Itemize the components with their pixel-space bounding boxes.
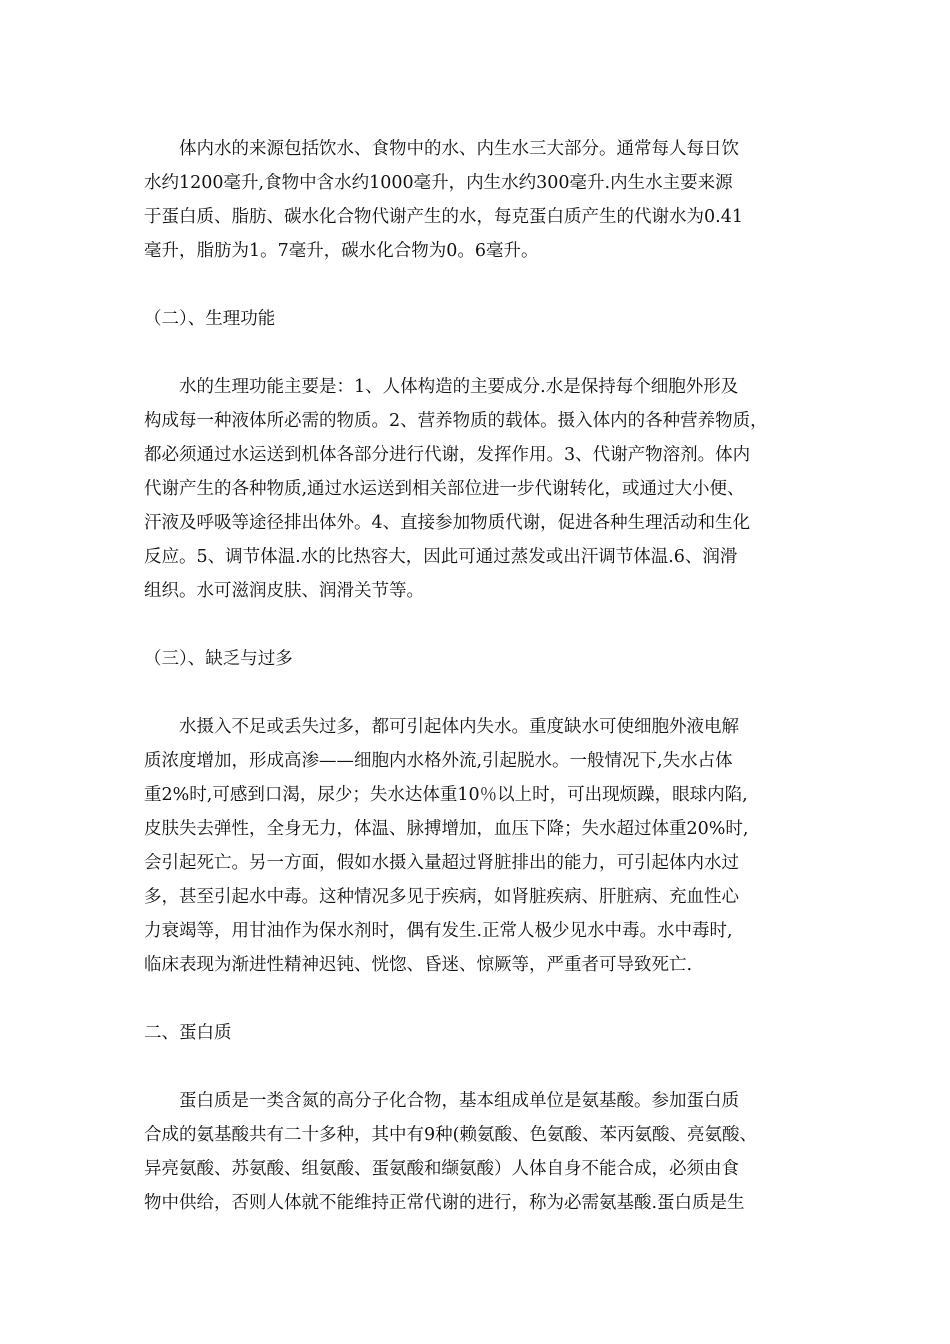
text-line: 构成每一种液体所必需的物质。2、营养物质的载体。摄入体内的各种营养物质， [144, 411, 768, 431]
text-line: 蛋白质是一类含氮的高分子化合物，基本组成单位是氨基酸。参加蛋白质 [179, 1091, 739, 1111]
paragraph-water-sources [144, 132, 824, 268]
paragraph-gap [144, 336, 824, 370]
paragraph-gap [144, 1050, 824, 1084]
paragraph-gap [144, 268, 824, 302]
text-line: 质浓度增加，形成高渗——细胞内水格外流,引起脱水。一般情况下,失水占体 [144, 751, 733, 771]
text-line: 异亮氨酸、苏氨酸、组氨酸、蛋氨酸和缬氨酸）人体自身不能合成，必须由食 [144, 1159, 739, 1179]
text-line: 多，甚至引起水中毒。这种情况多见于疾病，如肾脏疾病、肝脏病、充血性心 [144, 887, 739, 907]
paragraph-gap [144, 982, 824, 1016]
text-line: 重2%时,可感到口渴，尿少；失水达体重10％以上时，可出现烦躁，眼球内陷, [144, 785, 748, 805]
text-line: 毫升，脂肪为1。7毫升，碳水化合物为0。6毫升。 [144, 241, 539, 261]
paragraph-gap [144, 608, 824, 642]
text-line: 都必须通过水运送到机体各部分进行代谢，发挥作用。3、代谢产物溶剂。体内 [144, 445, 751, 465]
text-line: 水摄入不足或丢失过多，都可引起体内失水。重度缺水可使细胞外液电解 [179, 717, 739, 737]
section-heading-physiological-functions: （二）、生理功能 [144, 309, 276, 329]
text-line: 组织。水可滋润皮肤、润滑关节等。 [144, 581, 424, 601]
paragraph-protein [144, 1084, 824, 1220]
document-page [144, 132, 824, 1220]
paragraph-physiological-functions [144, 370, 824, 608]
text-line: 临床表现为渐进性精神迟钝、恍惚、昏迷、惊厥等，严重者可导致死亡. [144, 955, 693, 975]
text-line: 力衰竭等，用甘油作为保水剂时，偶有发生.正常人极少见水中毒。水中毒时, [144, 921, 733, 941]
paragraph-deficiency-excess [144, 710, 824, 982]
text-line: 于蛋白质、脂肪、碳水化合物代谢产生的水，每克蛋白质产生的代谢水为0.41 [144, 207, 743, 227]
text-line: 反应。5、调节体温.水的比热容大，因此可通过蒸发或出汗调节体温.6、润滑 [144, 547, 738, 567]
text-line: 水的生理功能主要是：1、人体构造的主要成分.水是保持每个细胞外形及 [179, 377, 739, 397]
paragraph-gap [144, 676, 824, 710]
text-line: 水约1200毫升,食物中含水约1000毫升，内生水约300毫升.内生水主要来源 [144, 173, 733, 193]
text-line: 皮肤失去弹性，全身无力，体温、脉搏增加，血压下降；失水超过体重20%时, [144, 819, 749, 839]
text-line: 会引起死亡。另一方面，假如水摄入量超过肾脏排出的能力，可引起体内水过 [144, 853, 739, 873]
text-line: 合成的氨基酸共有二十多种，其中有9种(赖氨酸、色氨酸、苯丙氨酸、亮氨酸、 [144, 1125, 757, 1145]
section-heading-protein: 二、蛋白质 [144, 1023, 232, 1043]
section-heading-deficiency-excess: （三）、缺乏与过多 [144, 649, 293, 669]
text-line: 体内水的来源包括饮水、食物中的水、内生水三大部分。通常每人每日饮 [179, 139, 739, 159]
text-line: 汗液及呼吸等途径排出体外。4、直接参加物质代谢，促进各种生理活动和生化 [144, 513, 751, 533]
text-line: 物中供给，否则人体就不能维持正常代谢的进行，称为必需氨基酸.蛋白质是生 [144, 1193, 745, 1213]
text-line: 代谢产生的各种物质,通过水运送到相关部位进一步代谢转化，或通过大小便、 [144, 479, 745, 499]
